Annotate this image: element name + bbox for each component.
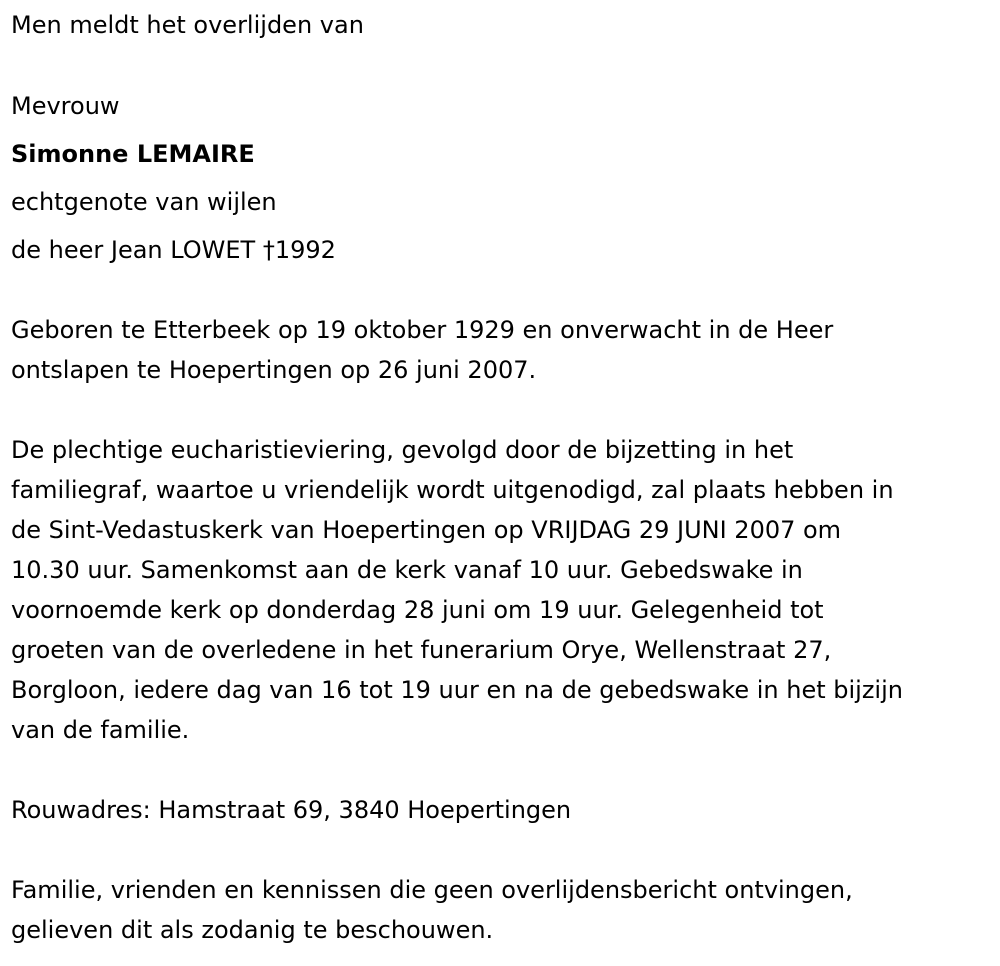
salutation: Mevrouw	[11, 92, 120, 120]
birth-death-line-2: ontslapen te Hoepertingen op 26 juni 2007.	[11, 356, 537, 384]
birth-death-line-1: Geboren te Etterbeek op 19 oktober 1929 en onverwacht in de Heer	[11, 316, 834, 344]
spacer	[11, 126, 991, 134]
spacer	[11, 750, 991, 790]
deceased-name: Simonne LEMAIRE	[11, 140, 255, 168]
ceremony-line-5: voornoemde kerk op donderdag 28 juni om 19 uur. Gelegenheid tot	[11, 596, 824, 624]
ceremony-line-3: de Sint-Vedastuskerk van Hoepertingen op VRIJDAG 29 JUNI 2007 om	[11, 516, 842, 544]
closing-line-2: gelieven dit als zodanig te beschouwen.	[11, 916, 494, 944]
closing-line-1: Familie, vrienden en kennissen die geen overlijdensbericht ontvingen,	[11, 876, 853, 904]
ceremony-line-8: van de familie.	[11, 716, 190, 744]
spacer	[11, 45, 991, 85]
cross-icon: †	[262, 236, 275, 264]
spacer	[11, 830, 991, 870]
spacer	[11, 390, 991, 430]
spouse-line	[11, 230, 991, 270]
announcement-line: Men meldt het overlijden van	[11, 11, 364, 39]
spacer	[11, 222, 991, 230]
ceremony-line-7: Borgloon, iedere dag van 16 tot 19 uur en na de gebedswake in het bijzijn	[11, 676, 903, 704]
spacer	[11, 270, 991, 310]
ceremony-line-6: groeten van de overledene in het funerarium Orye, Wellenstraat 27,	[11, 636, 832, 664]
ceremony-line-1: De plechtige eucharistieviering, gevolgd door de bijzetting in het	[11, 436, 794, 464]
ceremony-line-2: familiegraf, waartoe u vriendelijk wordt uitgenodigd, zal plaats hebben in	[11, 476, 894, 504]
spouse-name: de heer Jean LOWET	[11, 236, 256, 264]
mourning-address: Rouwadres: Hamstraat 69, 3840 Hoepertingen	[11, 796, 572, 824]
spouse-relation: echtgenote van wijlen	[11, 188, 277, 216]
spacer	[11, 174, 991, 182]
spouse-death-year: 1992	[274, 236, 336, 264]
ceremony-line-4: 10.30 uur. Samenkomst aan de kerk vanaf 10 uur. Gebedswake in	[11, 556, 803, 584]
